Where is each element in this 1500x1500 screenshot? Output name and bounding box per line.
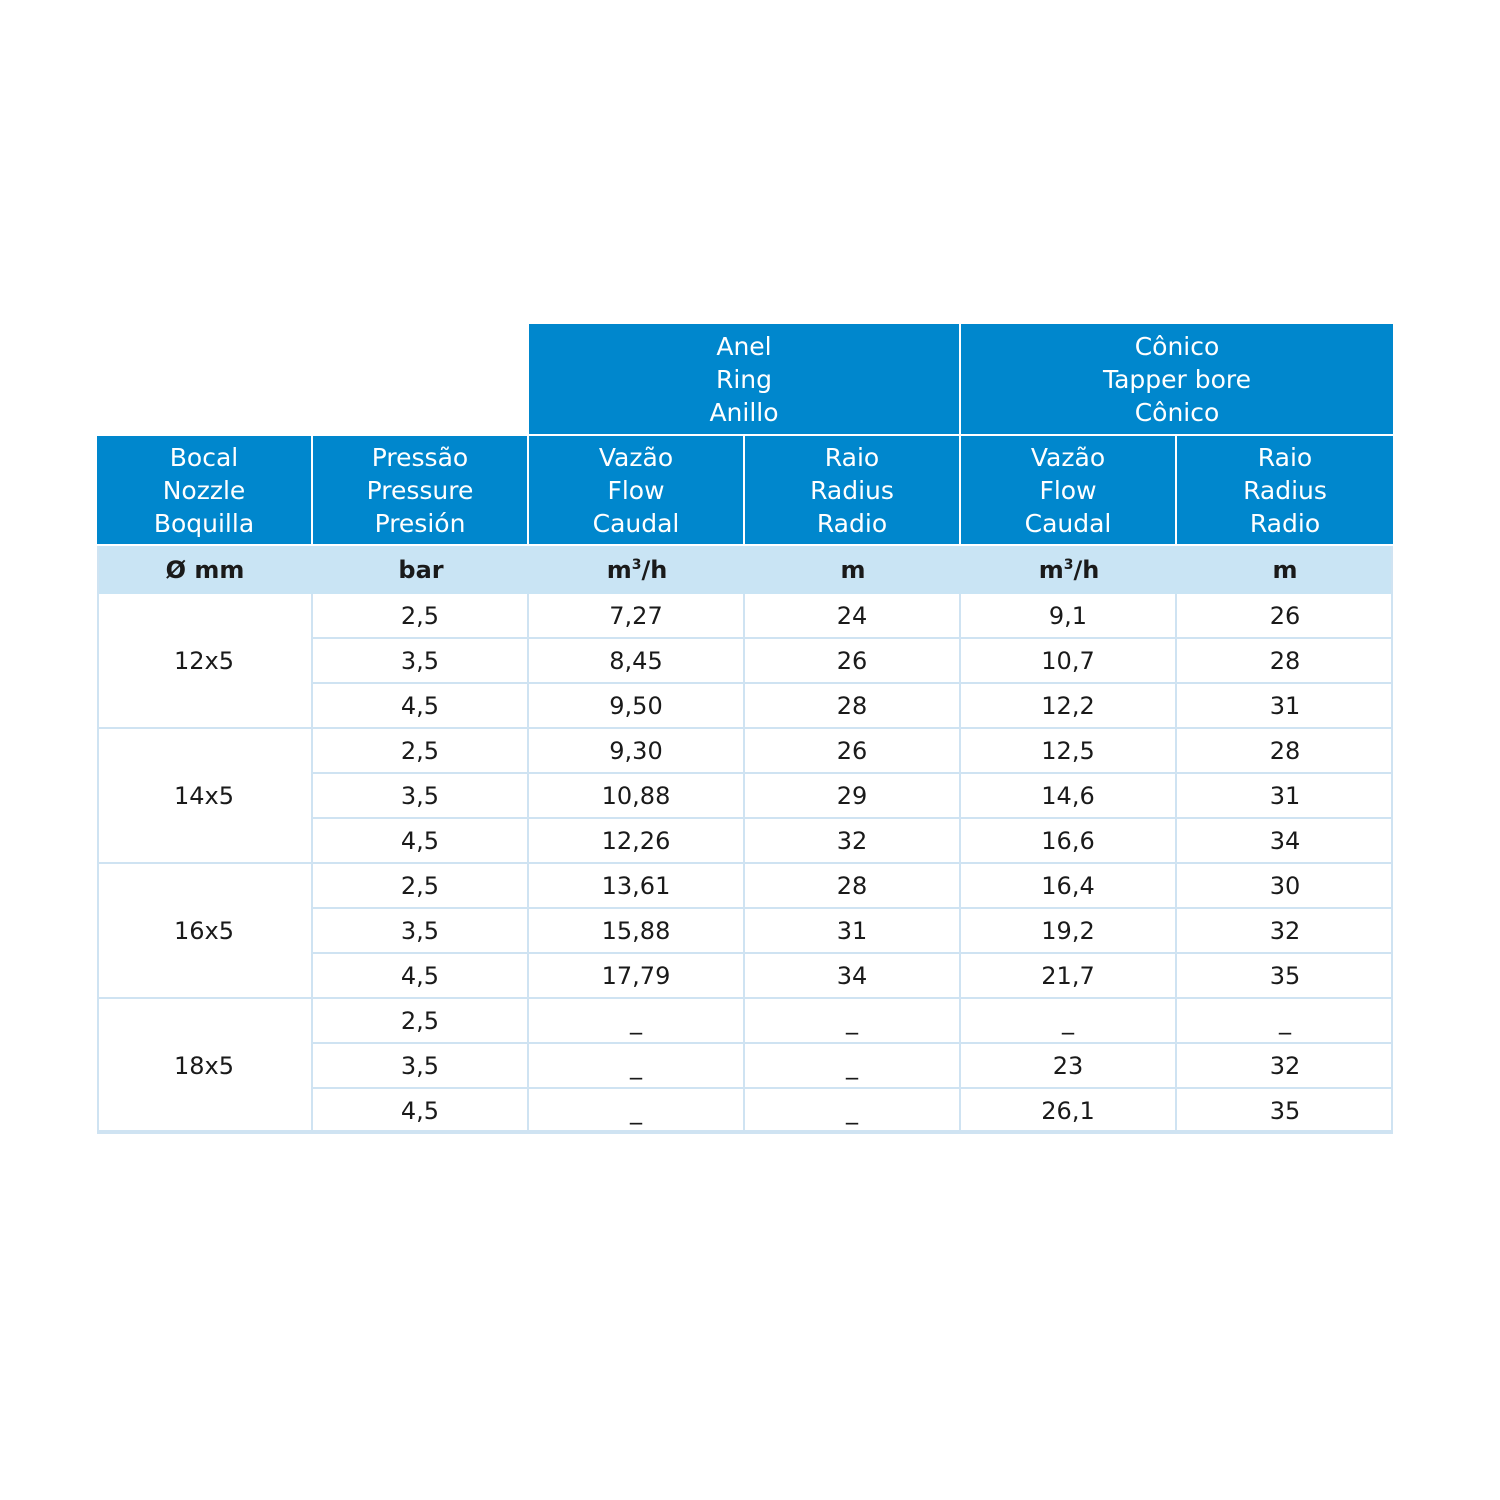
column-header-line: Radius	[810, 475, 894, 505]
group-header-line: Ring	[715, 364, 773, 394]
cell-value: 2,5	[400, 736, 440, 765]
cell-value: 9,50	[609, 691, 663, 720]
nozzle-size-text: 18x5	[173, 1051, 234, 1080]
unit-text: m	[1272, 556, 1298, 584]
cell-value: 24	[836, 601, 868, 630]
column-header-line: Nozzle	[162, 475, 246, 505]
cell-value: 35	[1269, 1096, 1301, 1125]
table-cell	[313, 729, 529, 774]
cell-value: 32	[1269, 1051, 1301, 1080]
column-header-line: Flow	[1039, 475, 1097, 505]
table-cell	[1177, 999, 1393, 1044]
cell-value: 19,2	[1041, 916, 1095, 945]
column-header-line: Presión	[374, 508, 466, 538]
table-cell	[961, 594, 1177, 639]
cell-value: _	[846, 1051, 858, 1080]
group-header-line: Anillo	[709, 397, 779, 427]
group-header-line: Tapper bore	[1102, 364, 1252, 394]
table-cell	[313, 1044, 529, 1089]
cell-value: _	[846, 1006, 858, 1035]
column-header-line: Vazão	[1030, 442, 1106, 472]
unit-cell-nozzle	[97, 546, 313, 594]
unit-superscript: 3	[631, 557, 642, 573]
cell-value: 12,5	[1041, 736, 1095, 765]
table-cell	[961, 729, 1177, 774]
column-header-line: Pressure	[366, 475, 474, 505]
cell-value: 12,2	[1041, 691, 1095, 720]
table-cell	[529, 1044, 745, 1089]
table-cell	[313, 864, 529, 909]
cell-value: 12,26	[601, 826, 671, 855]
cell-value: 4,5	[400, 1096, 440, 1125]
cell-value: 9,30	[609, 736, 663, 765]
cell-value: 30	[1269, 871, 1301, 900]
table-cell	[1177, 684, 1393, 729]
table-cell	[745, 729, 961, 774]
table-cell	[1177, 639, 1393, 684]
column-header-line: Flow	[607, 475, 665, 505]
table-cell	[961, 819, 1177, 864]
cell-value: 4,5	[400, 826, 440, 855]
table-cell	[745, 774, 961, 819]
table-cell	[961, 999, 1177, 1044]
cell-value: 28	[1269, 736, 1301, 765]
table-cell	[961, 639, 1177, 684]
table-cell	[313, 819, 529, 864]
column-header-tapper-flow	[961, 436, 1177, 546]
cell-value: 3,5	[400, 916, 440, 945]
cell-value: _	[630, 1006, 642, 1035]
cell-value: 23	[1052, 1051, 1084, 1080]
cell-value: 29	[836, 781, 868, 810]
unit-cell-ring-radius	[745, 546, 961, 594]
unit-text	[607, 556, 668, 584]
column-header-line: Boquilla	[153, 508, 255, 538]
table-cell	[529, 1089, 745, 1134]
table-cell	[529, 594, 745, 639]
cell-value: 13,61	[601, 871, 671, 900]
column-header-line: Vazão	[598, 442, 674, 472]
nozzle-size-text: 16x5	[173, 916, 234, 945]
table-cell	[745, 819, 961, 864]
table-cell	[1177, 774, 1393, 819]
cell-value: 10,88	[601, 781, 671, 810]
column-header-line: Caudal	[1024, 508, 1112, 538]
cell-value: 26	[836, 646, 868, 675]
cell-value: 26	[836, 736, 868, 765]
table-cell	[1177, 864, 1393, 909]
cell-value: 17,79	[601, 961, 671, 990]
cell-value: _	[1062, 1006, 1074, 1035]
column-header-line: Raio	[824, 442, 880, 472]
unit-tail: /h	[641, 556, 668, 584]
table-cell	[745, 909, 961, 954]
nozzle-size-cell	[97, 864, 313, 999]
unit-text	[1039, 556, 1100, 584]
unit-base: m	[606, 556, 632, 584]
group-header-tapper-bore	[961, 324, 1393, 436]
table-cell	[745, 1089, 961, 1134]
table-cell	[529, 999, 745, 1044]
cell-value: 10,7	[1041, 646, 1095, 675]
unit-cell-tapper-flow	[961, 546, 1177, 594]
column-header-line: Radio	[1249, 508, 1321, 538]
table-cell	[313, 639, 529, 684]
cell-value: 2,5	[400, 601, 440, 630]
cell-value: 28	[836, 691, 868, 720]
cell-value: 2,5	[400, 1006, 440, 1035]
cell-value: 31	[836, 916, 868, 945]
cell-value: 35	[1269, 961, 1301, 990]
cell-value: _	[846, 1096, 858, 1125]
cell-value: 28	[1269, 646, 1301, 675]
cell-value: 16,4	[1041, 871, 1095, 900]
column-header-line: Caudal	[592, 508, 680, 538]
table-cell	[313, 909, 529, 954]
table-cell	[745, 954, 961, 999]
table-cell	[1177, 909, 1393, 954]
nozzle-size-cell	[97, 729, 313, 864]
table-cell	[529, 819, 745, 864]
table-cell	[529, 864, 745, 909]
table-cell	[313, 774, 529, 819]
table-cell	[745, 594, 961, 639]
table-cell	[961, 774, 1177, 819]
cell-value: 4,5	[400, 691, 440, 720]
table-cell	[745, 999, 961, 1044]
table-cell	[745, 639, 961, 684]
column-header-line: Pressão	[371, 442, 469, 472]
table-cell	[313, 684, 529, 729]
cell-value: 8,45	[609, 646, 663, 675]
table-cell	[529, 639, 745, 684]
table-cell	[961, 684, 1177, 729]
table-cell	[529, 729, 745, 774]
column-header-pressure	[313, 436, 529, 546]
cell-value: 7,27	[609, 601, 663, 630]
cell-value: 32	[836, 826, 868, 855]
cell-value: 14,6	[1041, 781, 1095, 810]
group-header-ring	[529, 324, 961, 436]
column-header-line: Radius	[1243, 475, 1327, 505]
unit-text: Ø mm	[165, 556, 245, 584]
table-cell	[1177, 729, 1393, 774]
cell-value: 3,5	[400, 781, 440, 810]
cell-value: 9,1	[1048, 601, 1088, 630]
cell-value: 3,5	[400, 1051, 440, 1080]
column-header-nozzle	[97, 436, 313, 546]
cell-value: 15,88	[601, 916, 671, 945]
cell-value: _	[630, 1096, 642, 1125]
unit-cell-ring-flow	[529, 546, 745, 594]
cell-value: 34	[1269, 826, 1301, 855]
table-cell	[961, 864, 1177, 909]
column-header-line: Raio	[1257, 442, 1313, 472]
unit-text: bar	[398, 556, 444, 584]
unit-cell-pressure	[313, 546, 529, 594]
nozzle-performance-table	[97, 324, 1393, 1132]
cell-value: 4,5	[400, 961, 440, 990]
cell-value: 28	[836, 871, 868, 900]
nozzle-size-cell	[97, 594, 313, 729]
column-header-line: Radio	[816, 508, 888, 538]
cell-value: _	[1279, 1006, 1291, 1035]
cell-value: 16,6	[1041, 826, 1095, 855]
table-cell	[313, 594, 529, 639]
column-header-tapper-radius	[1177, 436, 1393, 546]
table-cell	[961, 1044, 1177, 1089]
table-cell	[529, 954, 745, 999]
table-cell	[529, 909, 745, 954]
column-header-ring-flow	[529, 436, 745, 546]
table-cell	[745, 864, 961, 909]
cell-value: 21,7	[1041, 961, 1095, 990]
cell-value: 34	[836, 961, 868, 990]
unit-tail: /h	[1073, 556, 1100, 584]
table-cell	[529, 684, 745, 729]
table-cell	[961, 954, 1177, 999]
table-cell	[961, 1089, 1177, 1134]
table-cell	[1177, 594, 1393, 639]
group-header-line: Anel	[716, 331, 772, 361]
group-header-line: Cônico	[1134, 331, 1220, 361]
table-cell	[745, 1044, 961, 1089]
cell-value: 32	[1269, 916, 1301, 945]
cell-value: 26	[1269, 601, 1301, 630]
column-header-line: Bocal	[169, 442, 239, 472]
table-cell	[1177, 819, 1393, 864]
unit-cell-tapper-radius	[1177, 546, 1393, 594]
table-cell	[313, 1089, 529, 1134]
table-cell	[1177, 1089, 1393, 1134]
nozzle-size-text: 14x5	[173, 781, 234, 810]
table-cell	[961, 909, 1177, 954]
cell-value: 31	[1269, 781, 1301, 810]
table-cell	[313, 954, 529, 999]
table-cell	[529, 774, 745, 819]
cell-value: 2,5	[400, 871, 440, 900]
unit-superscript: 3	[1063, 557, 1074, 573]
cell-value: _	[630, 1051, 642, 1080]
cell-value: 31	[1269, 691, 1301, 720]
unit-text: m	[840, 556, 866, 584]
table-cell	[745, 684, 961, 729]
table-cell	[1177, 1044, 1393, 1089]
cell-value: 3,5	[400, 646, 440, 675]
column-header-ring-radius	[745, 436, 961, 546]
unit-base: m	[1038, 556, 1064, 584]
table-cell	[313, 999, 529, 1044]
nozzle-size-text: 12x5	[173, 646, 234, 675]
cell-value: 26,1	[1041, 1096, 1095, 1125]
nozzle-size-cell	[97, 999, 313, 1134]
group-header-line: Cônico	[1134, 397, 1220, 427]
table-cell	[1177, 954, 1393, 999]
